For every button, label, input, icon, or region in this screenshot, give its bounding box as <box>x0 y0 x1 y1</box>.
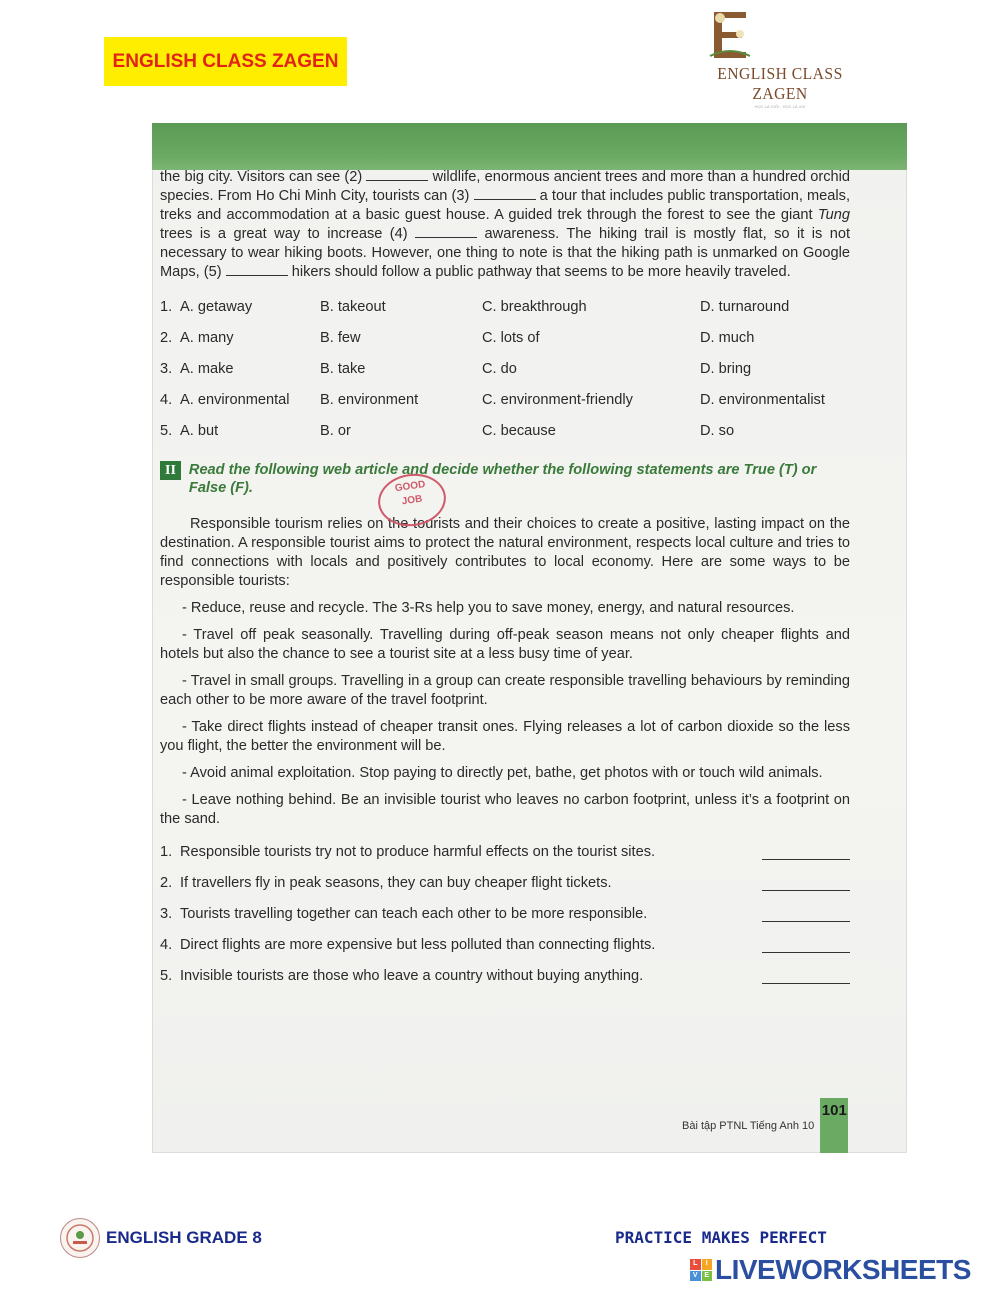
page-number: 101 <box>820 1098 848 1153</box>
blank-2[interactable] <box>366 168 428 181</box>
option-c[interactable]: C. because <box>482 423 556 439</box>
option-d[interactable]: D. bring <box>700 361 752 377</box>
mcq-row: 2. A. many B. few C. lots of D. much <box>160 330 755 346</box>
blank-3[interactable] <box>474 187 536 200</box>
logo-text: ENGLISH CLASS ZAGEN <box>717 64 843 103</box>
answer-blank[interactable] <box>762 938 850 953</box>
option-c[interactable]: C. breakthrough <box>482 299 587 315</box>
footer-slogan: PRACTICE MAKES PERFECT <box>615 1228 827 1247</box>
book-title: Bài tập PTNL Tiếng Anh 10 <box>682 1119 815 1132</box>
header-badge <box>104 37 347 86</box>
option-d[interactable]: D. turnaround <box>700 299 790 315</box>
statement-row: 1. Responsible tourists try not to produce harmful effects on the tourist sites. <box>160 837 850 868</box>
article-tip: - Leave nothing behind. Be an invisible tourist who leaves no carbon footprint, unless it’s a footprint on the sand. <box>160 792 850 827</box>
statement-row: 5. Invisible tourists are those who leave a country without buying anything. <box>160 961 850 992</box>
multiple-choice-list <box>160 292 850 447</box>
option-b[interactable]: B. or <box>320 423 351 439</box>
option-a[interactable]: A. getaway <box>180 299 253 315</box>
article-tip: - Avoid animal exploitation. Stop paying to directly pet, bathe, get photos with or touch wild animals. <box>182 765 823 781</box>
true-false-list <box>160 837 850 992</box>
option-c[interactable]: C. lots of <box>482 330 540 346</box>
option-b[interactable]: B. takeout <box>320 299 386 315</box>
article-intro: Responsible tourism relies on the tourists and their choices to create a positive, lasting impact on the destination. A responsible tourist aims to protect the natural environment, respects local culture and tries to find connections with locals and positively contributes to local economy. Here are some ways to be responsible tourists: <box>160 516 850 589</box>
mcq-row: 5. A. but B. or C. because D. so <box>160 423 735 439</box>
option-a[interactable]: A. make <box>180 361 234 377</box>
web-article <box>160 515 850 829</box>
article-tip: - Take direct flights instead of cheaper transit ones. Flying releases a lot of carbon dioxide so the less you flight, the better the environment will be. <box>160 719 850 754</box>
brand-logo <box>700 8 860 109</box>
footer-left <box>60 1218 262 1258</box>
answer-blank[interactable] <box>762 907 850 922</box>
mcq-row: 3. A. make B. take C. do D. bring <box>160 361 752 377</box>
answer-blank[interactable] <box>762 845 850 860</box>
blank-5[interactable] <box>226 263 288 276</box>
option-d[interactable]: D. environmentalist <box>700 392 825 408</box>
article-tip: - Reduce, reuse and recycle. The 3-Rs help you to save money, energy, and natural resources. <box>182 600 795 616</box>
green-header-band <box>152 123 907 170</box>
liveworksheets-wordmark: LIVEWORKSHEETS <box>715 1254 971 1285</box>
section-instruction: Read the following web article and decide whether the following statements are True (T) or False (F). <box>188 462 817 496</box>
statement-row: 3. Tourists travelling together can teach each other to be more responsible. <box>160 899 850 930</box>
header-badge-label: ENGLISH CLASS ZAGEN <box>112 50 339 72</box>
book-page-footer <box>682 1098 848 1153</box>
section-heading <box>160 461 850 497</box>
statement-row: 4. Direct flights are more expensive but less polluted than connecting flights. <box>160 930 850 961</box>
answer-blank[interactable] <box>762 969 850 984</box>
cloze-passage <box>160 168 850 282</box>
option-d[interactable]: D. so <box>700 423 735 439</box>
liveworksheets-icon: L I V E <box>690 1259 712 1281</box>
option-b[interactable]: B. take <box>320 361 366 377</box>
option-d[interactable]: D. much <box>700 330 755 346</box>
option-b[interactable]: B. environment <box>320 392 419 408</box>
liveworksheets-brand <box>690 1254 971 1286</box>
letter-e-logo-icon <box>700 8 760 62</box>
scanned-page <box>152 123 907 1153</box>
option-a[interactable]: A. many <box>180 330 234 346</box>
article-tip: - Travel in small groups. Travelling in a group can create responsible travelling behaviours by reminding each other to be more aware of the travel footprint. <box>160 673 850 708</box>
option-a[interactable]: A. environmental <box>180 392 290 408</box>
section-number: II <box>160 461 181 480</box>
scan-content <box>160 168 850 992</box>
logo-subtext: HỌC LÀ GIỎI - HỌC LÀ VUI <box>754 104 806 109</box>
blank-4[interactable] <box>415 225 477 238</box>
mcq-row: 1. A. getaway B. takeout C. breakthrough D. turnaround <box>160 299 790 315</box>
option-c[interactable]: C. do <box>482 361 517 377</box>
mcq-row: 4. A. environmental B. environment C. environment-friendly D. environmentalist <box>160 392 825 408</box>
good-job-stamp: GOOD JOB <box>375 470 450 531</box>
option-a[interactable]: A. but <box>180 423 219 439</box>
school-logo-icon <box>60 1218 100 1258</box>
footer-grade-label: ENGLISH GRADE 8 <box>106 1228 262 1247</box>
statement-row: 2. If travellers fly in peak seasons, they can buy cheaper flight tickets. <box>160 868 850 899</box>
passage-text: the big city. Visitors can see (2) wildlife, enormous ancient trees and more than a hundred orchid species. From Ho Chi Minh City, tourists can (3) a tour that includes public transportation, meals, treks and accommodation at a basic guest house. A guided trek through the forest to see the giant Tung trees is a great way to increase (4) awareness. The hiking trail is mostly flat, so it is not necessary to wear hiking boots. However, one thing to note is that the hiking path is unmarked on Google Maps, (5) hikers should follow a public pathway that seems to be more heavily traveled. <box>160 169 851 280</box>
article-tip: - Travel off peak seasonally. Travelling during off-peak season means not only cheaper flights and hotels but also the chance to see a tourist site at a less busy time of year. <box>160 627 850 662</box>
answer-blank[interactable] <box>762 876 850 891</box>
option-b[interactable]: B. few <box>320 330 361 346</box>
option-c[interactable]: C. environment-friendly <box>482 392 633 408</box>
